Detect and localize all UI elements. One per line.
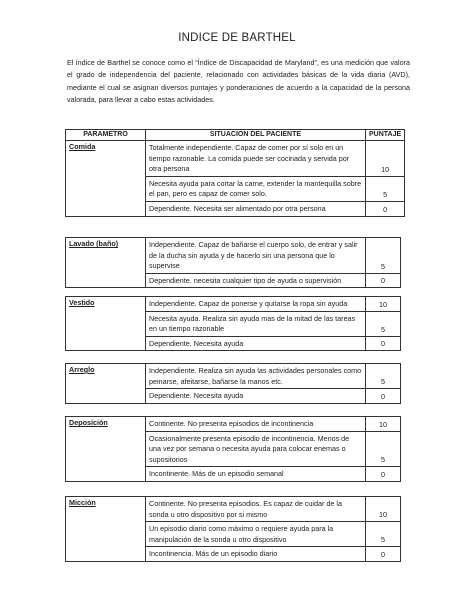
- score-value: 5: [366, 364, 401, 389]
- score-value: 5: [366, 238, 401, 274]
- section-table: [65, 237, 401, 288]
- situation-text: Continente. No presenta episodios de incontinencia: [146, 417, 366, 432]
- intro-paragraph: El índice de Barthel se conoce como el “Índice de Discapacidad de Maryland”, es una medición que valora el grado de independencia del paciente, relacionado con actividades básicas de la vida diaria (AVD), mediante el cual se asignan diversos puntajes y ponderaciones de acuerdo a la capacidad de la persona valorada, para llevar a cabo estas actividades.: [67, 58, 410, 105]
- parameter-label: Lavado (baño): [66, 238, 146, 288]
- situation-text: Necesita ayuda. Realiza sin ayuda mas de la mitad de las tareas en un tiempo razonable: [146, 311, 366, 336]
- score-value: 10: [366, 141, 405, 177]
- score-value: 0: [366, 336, 401, 351]
- situation-text: Necesita ayuda para cortar la carne, extender la mantequilla sobre el pan, pero es capaz de comer solo.: [146, 176, 366, 201]
- situation-text: Independiente. Realiza sin ayuda las actividades personales como peinarse, afeitarse, bañarse la manos etc.: [146, 364, 366, 389]
- situation-text: Incontinente. Más de un episodio semanal: [146, 467, 366, 482]
- table-row: [66, 238, 401, 274]
- score-value: 5: [366, 311, 401, 336]
- parameter-label: Micción: [66, 497, 146, 562]
- parameter-label: Vestido: [66, 297, 146, 351]
- situation-text: Dependiente. necesita cualquier tipo de ayuda o supervisión: [146, 273, 366, 288]
- situation-text: Dependiente. Necesita ayuda: [146, 389, 366, 404]
- score-value: 5: [366, 431, 401, 467]
- header-score: PUNTAJE: [366, 130, 405, 141]
- score-value: 0: [366, 547, 401, 562]
- header-situation: SITUACION DEL PACIENTE: [146, 130, 366, 141]
- table-row: [66, 297, 401, 312]
- situation-text: Dependiente. Necesita ser alimentado por otra persona: [146, 201, 366, 216]
- section-table: [65, 296, 401, 351]
- score-value: 10: [366, 297, 401, 312]
- header-row: [66, 130, 405, 141]
- score-value: 0: [366, 201, 405, 216]
- score-value: 5: [366, 176, 405, 201]
- situation-text: Ocasionalmente presenta episodio de incontinencia. Menos de una vez por semana o necesita ayuda para colocar enemas o supositorios: [146, 431, 366, 467]
- table-row: [66, 141, 405, 177]
- parameter-label: Deposición: [66, 417, 146, 482]
- score-value: 10: [366, 417, 401, 432]
- table-row: [66, 364, 401, 389]
- table-row: [66, 497, 401, 522]
- section-table: [65, 496, 401, 562]
- section-table: [65, 363, 401, 404]
- section-table: [65, 416, 401, 482]
- score-value: 5: [366, 522, 401, 547]
- situation-text: Incontinencia. Más de un episodio diario: [146, 547, 366, 562]
- page-title: INDICE DE BARTHEL: [178, 32, 296, 44]
- parameter-label: Comida: [66, 141, 146, 217]
- situation-text: Totalmente independiente. Capaz de comer por sí solo en un tiempo razonable. La comida puede ser cocinada y servida por otra persona: [146, 141, 366, 177]
- situation-text: Independiente. Capaz de bañarse el cuerpo solo, de entrar y salir de la ducha sin ayuda y de hacerlo sin una persona que lo supervise: [146, 238, 366, 274]
- score-value: 0: [366, 273, 401, 288]
- situation-text: Continente. No presenta episodios. Es capaz de cuidar de la sonda u otro dispositivo por si mismo: [146, 497, 366, 522]
- parameter-label: Arreglo: [66, 364, 146, 404]
- section-table: [65, 129, 405, 217]
- header-param: PARAMETRO: [66, 130, 146, 141]
- situation-text: Dependiente. Necesita ayuda: [146, 336, 366, 351]
- score-value: 10: [366, 497, 401, 522]
- situation-text: Un episodio diario como máximo o requiere ayuda para la manipulación de la sonda u otro dispositivo: [146, 522, 366, 547]
- score-value: 0: [366, 389, 401, 404]
- table-row: [66, 417, 401, 432]
- score-value: 0: [366, 467, 401, 482]
- situation-text: Independiente. Capaz de ponerse y quitarse la ropa sin ayuda: [146, 297, 366, 312]
